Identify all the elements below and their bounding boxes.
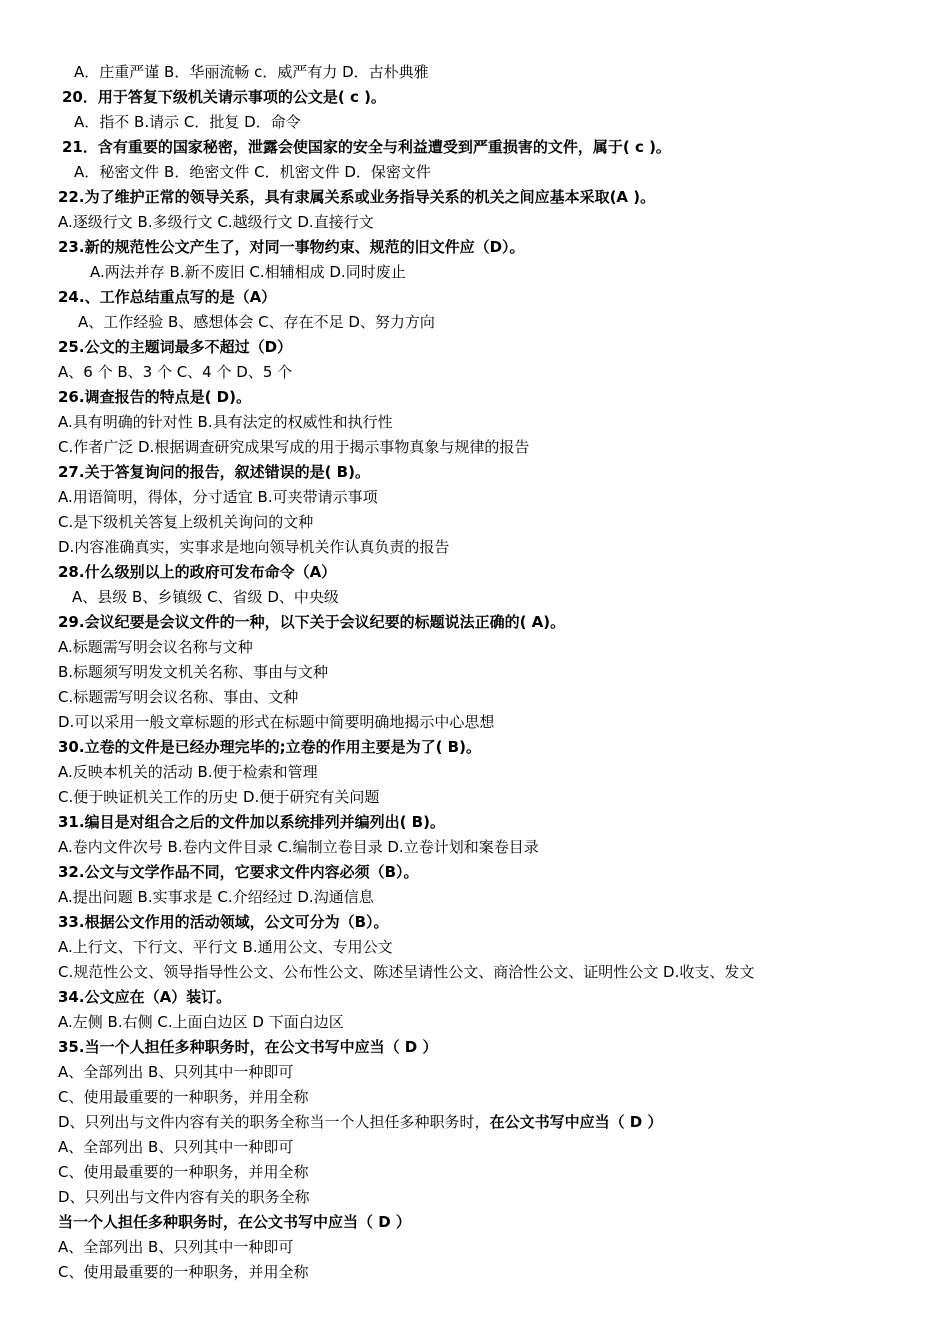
line-text: A.卷内文件次号 B.卷内文件目录 C.编制立卷目录 D.立卷计划和案卷目录 bbox=[58, 838, 539, 856]
line-text: B.标题须写明发文机关名称、事由与文种 bbox=[58, 663, 329, 681]
line-text: A.逐级行文 B.多级行文 C.越级行文 D.直接行文 bbox=[58, 213, 374, 231]
line-text: A．指不 B.请示 C．批复 D．命令 bbox=[74, 113, 301, 131]
question-line bbox=[0, 985, 950, 1010]
question-line bbox=[0, 135, 950, 160]
option-line bbox=[0, 885, 950, 910]
question-line bbox=[0, 335, 950, 360]
line-text: A、全部列出 B、只列其中一种即可 bbox=[58, 1238, 294, 1256]
line-text: A、县级 B、乡镇级 C、省级 D、中央级 bbox=[72, 588, 339, 606]
option-line bbox=[0, 360, 950, 385]
option-line bbox=[0, 1185, 950, 1210]
question-line bbox=[0, 610, 950, 635]
line-text: A.左侧 B.右侧 C.上面白边区 D 下面白边区 bbox=[58, 1013, 344, 1031]
option-line bbox=[0, 1085, 950, 1110]
line-text: 当一个人担任多种职务时，在公文书写中应当（ D ） bbox=[58, 1213, 411, 1231]
option-line bbox=[0, 60, 950, 85]
option-line bbox=[0, 160, 950, 185]
option-line bbox=[0, 585, 950, 610]
question-line bbox=[0, 185, 950, 210]
option-line bbox=[0, 510, 950, 535]
line-text: C、使用最重要的一种职务，并用全称 bbox=[58, 1088, 309, 1106]
option-line bbox=[0, 1010, 950, 1035]
line-text: 26.调查报告的特点是( D)。 bbox=[58, 388, 251, 406]
option-line bbox=[0, 760, 950, 785]
option-line bbox=[0, 1060, 950, 1085]
line-text: A、工作经验 B、感想体会 C、存在不足 D、努力方向 bbox=[78, 313, 435, 331]
option-line bbox=[0, 435, 950, 460]
option-line bbox=[0, 485, 950, 510]
question-line bbox=[0, 285, 950, 310]
line-text: 27.关于答复询问的报告，叙述错误的是( B)。 bbox=[58, 463, 370, 481]
line-text: D、只列出与文件内容有关的职务全称当一个人担任多种职务时， bbox=[58, 1113, 490, 1131]
option-line bbox=[0, 835, 950, 860]
option-line bbox=[0, 685, 950, 710]
option-line bbox=[0, 1260, 950, 1285]
line-text: A.具有明确的针对性 B.具有法定的权威性和执行性 bbox=[58, 413, 393, 431]
option-line bbox=[0, 1235, 950, 1260]
line-text: 28.什么级别以上的政府可发布命令（A） bbox=[58, 563, 337, 581]
line-text: 35.当一个人担任多种职务时，在公文书写中应当（ D ） bbox=[58, 1038, 438, 1056]
line-text: A、全部列出 B、只列其中一种即可 bbox=[58, 1063, 294, 1081]
option-line bbox=[0, 710, 950, 735]
question-line bbox=[0, 1210, 950, 1235]
line-text: A.提出问题 B.实事求是 C.介绍经过 D.沟通信息 bbox=[58, 888, 374, 906]
line-text: C、使用最重要的一种职务，并用全称 bbox=[58, 1263, 309, 1281]
line-text: 23.新的规范性公文产生了，对同一事物约束、规范的旧文件应（D）。 bbox=[58, 238, 525, 256]
question-line bbox=[0, 810, 950, 835]
line-text: C.规范性公文、领导指导性公文、公布性公文、陈述呈请性公文、商洽性公文、证明性公文 D.收支、发文 bbox=[58, 963, 755, 981]
option-line bbox=[0, 935, 950, 960]
question-line bbox=[0, 560, 950, 585]
line-text: A、6 个 B、3 个 C、4 个 D、5 个 bbox=[58, 363, 293, 381]
option-line bbox=[0, 260, 950, 285]
option-line bbox=[0, 1160, 950, 1185]
line-text: A、全部列出 B、只列其中一种即可 bbox=[58, 1138, 294, 1156]
line-text: 32.公文与文学作品不同，它要求文件内容必须（B）。 bbox=[58, 863, 419, 881]
question-line bbox=[0, 235, 950, 260]
option-line bbox=[0, 1135, 950, 1160]
line-text: 20．用于答复下级机关请示事项的公文是( c )。 bbox=[62, 88, 386, 106]
option-line bbox=[0, 635, 950, 660]
line-text: 30.立卷的文件是已经办理完毕的;立卷的作用主要是为了( B)。 bbox=[58, 738, 481, 756]
line-text: A.用语简明，得体，分寸适宜 B.可夹带请示事项 bbox=[58, 488, 378, 506]
line-text: C.是下级机关答复上级机关询问的文种 bbox=[58, 513, 314, 531]
line-text: 29.会议纪要是会议文件的一种，以下关于会议纪要的标题说法正确的( A)。 bbox=[58, 613, 566, 631]
question-line bbox=[0, 385, 950, 410]
question-line bbox=[0, 910, 950, 935]
line-text: D.可以采用一般文章标题的形式在标题中简要明确地揭示中心思想 bbox=[58, 713, 495, 731]
option-line bbox=[0, 310, 950, 335]
line-text: 31.编目是对组合之后的文件加以系统排列并编列出( B)。 bbox=[58, 813, 445, 831]
line-text: 24.、工作总结重点写的是（A） bbox=[58, 288, 277, 306]
line-text: A.反映本机关的活动 B.便于检索和管理 bbox=[58, 763, 318, 781]
question-line bbox=[0, 860, 950, 885]
line-text: 33.根据公文作用的活动领域，公文可分为（B）。 bbox=[58, 913, 389, 931]
line-text: C.作者广泛 D.根据调查研究成果写成的用于揭示事物真象与规律的报告 bbox=[58, 438, 530, 456]
option-line bbox=[0, 110, 950, 135]
line-text: A．秘密文件 B．绝密文件 C．机密文件 D．保密文件 bbox=[74, 163, 431, 181]
line-text: A．庄重严谨 B．华丽流畅 c．威严有力 D．古朴典雅 bbox=[74, 63, 429, 81]
option-line bbox=[0, 1110, 950, 1135]
question-line bbox=[0, 85, 950, 110]
line-text: D.内容准确真实，实事求是地向领导机关作认真负责的报告 bbox=[58, 538, 450, 556]
option-line bbox=[0, 785, 950, 810]
line-text: D、只列出与文件内容有关的职务全称 bbox=[58, 1188, 310, 1206]
option-line bbox=[0, 960, 950, 985]
line-text: 21．含有重要的国家秘密，泄露会使国家的安全与利益遭受到严重损害的文件，属于( c )。 bbox=[62, 138, 671, 156]
option-line bbox=[0, 535, 950, 560]
document-page bbox=[0, 60, 950, 1285]
line-text: C、使用最重要的一种职务，并用全称 bbox=[58, 1163, 309, 1181]
question-line bbox=[0, 735, 950, 760]
line-text: A.两法并存 B.新不废旧 C.相辅相成 D.同时废止 bbox=[90, 263, 406, 281]
line-text: 22.为了维护正常的领导关系，具有隶属关系或业务指导关系的机关之间应基本采取(A )。 bbox=[58, 188, 656, 206]
line-text: 25.公文的主题词最多不超过（D） bbox=[58, 338, 293, 356]
line-text: A.标题需写明会议名称与文种 bbox=[58, 638, 253, 656]
line-text-bold: 在公文书写中应当（ D ） bbox=[489, 1113, 663, 1131]
line-text: A.上行文、下行文、平行文 B.通用公文、专用公文 bbox=[58, 938, 393, 956]
option-line bbox=[0, 210, 950, 235]
question-line bbox=[0, 460, 950, 485]
question-line bbox=[0, 1035, 950, 1060]
option-line bbox=[0, 410, 950, 435]
line-text: C.便于映证机关工作的历史 D.便于研究有关问题 bbox=[58, 788, 380, 806]
line-text: 34.公文应在（A）装订。 bbox=[58, 988, 232, 1006]
option-line bbox=[0, 660, 950, 685]
line-text: C.标题需写明会议名称、事由、文种 bbox=[58, 688, 299, 706]
